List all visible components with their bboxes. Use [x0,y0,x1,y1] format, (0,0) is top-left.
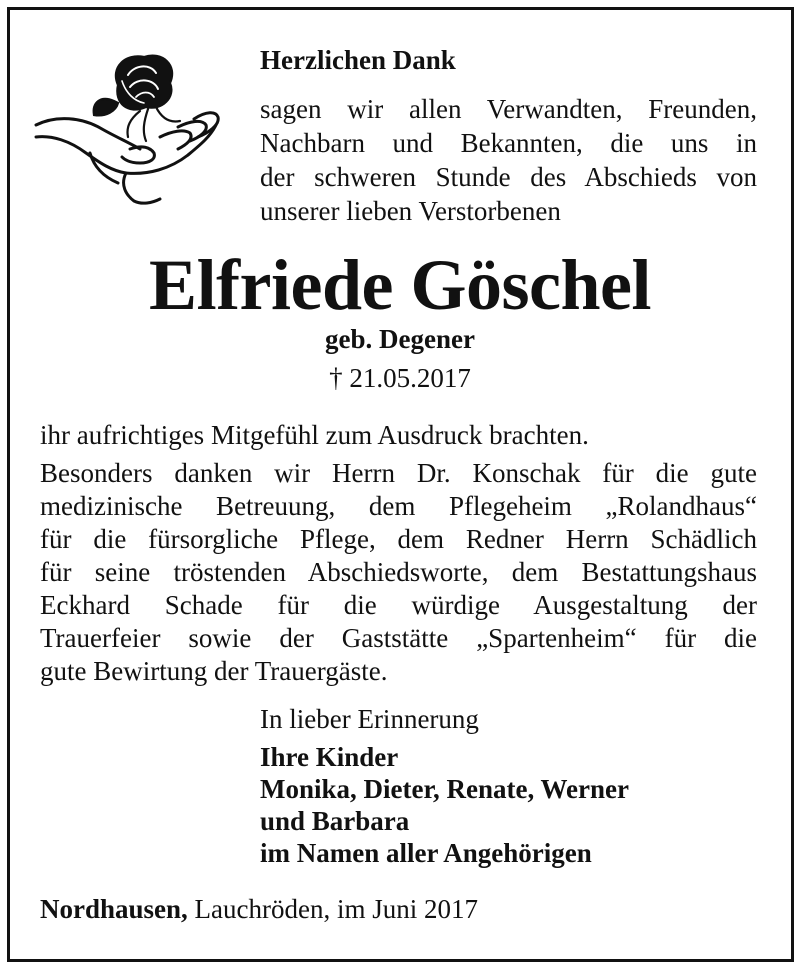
signer-line: Ihre Kinder [260,742,399,772]
thanks-line: für seine tröstenden Abschiedsworte, dem Bestattungshaus [40,557,757,587]
thanks-line: gute Bewirtung der Trauergäste. [40,656,388,686]
intro-line: unserer lieben Verstorbenen [260,196,561,226]
thanks-line: Besonders danken wir Herrn Dr. Konschak für die gute [40,458,757,488]
sympathy-line: ihr aufrichtiges Mitgefühl zum Ausdruck brachten. [40,420,589,450]
signer-line: und Barbara [260,806,410,836]
thanks-line: medizinische Betreuung, dem Pflegeheim „Rolandhaus“ [40,491,757,521]
intro-line: der schweren Stunde des Abschieds von [260,162,757,192]
intro-paragraph [260,92,757,228]
thanks-heading: Herzlichen Dank [260,45,456,75]
signer-line: Monika, Dieter, Renate, Werner [260,774,629,804]
signer-line: im Namen aller Angehörigen [260,838,592,868]
place-and-date [40,893,478,925]
place-bold: Nordhausen, [40,894,188,924]
remembrance-line: In lieber Erinnerung [260,704,479,734]
intro-line: sagen wir allen Verwandten, Freunden, [260,94,757,124]
birth-name: geb. Degener [325,324,475,354]
intro-line: Nachbarn und Bekannten, die uns in [260,128,757,158]
thanks-line: für die fürsorgliche Pflege, dem Redner Herrn Schädlich [40,524,757,554]
thanks-line: Trauerfeier sowie der Gaststätte „Spartenheim“ für die [40,623,757,653]
thanks-paragraph [40,457,757,688]
thanks-line: Eckhard Schade für die würdige Ausgestaltung der [40,590,757,620]
death-date: † 21.05.2017 [329,363,471,393]
place-rest: Lauchröden, im Juni 2017 [187,894,478,924]
hand-holding-rose-icon [30,45,230,210]
deceased-name: Elfriede Göschel [149,245,651,325]
